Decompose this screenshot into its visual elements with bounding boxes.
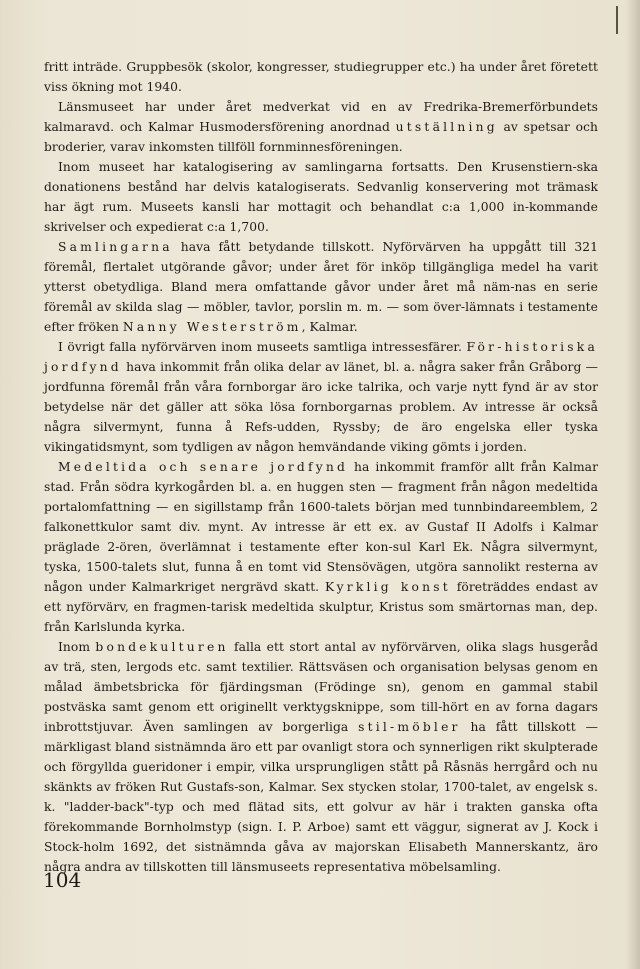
- paragraph-7: [44, 637, 598, 877]
- spaced-emphasis: För-historiska jordfynd: [44, 340, 598, 374]
- text-segment: ha inkommit framför allt från Kalmar stad. Från södra kyrkogården bl. a. en huggen sten — fragment från någon medeltida portalomfattning — en sigillstamp från 1600-talets början med tunnbindareemblem, 2 falkonettkulor samt div. mynt. Av intresse är ett ex. av Gustaf II Adolfs i Kalmar präglade 2-ören, överlämnat i testamente efter kon-sul Karl Ek. Några silvermynt, tyska, 1500-talets slut, funna å en tomt vid Stensövägen, utgöra sannolikt resterna av någon under Kalmarkriget nergrävd skatt.: [44, 460, 598, 594]
- body-text: [44, 57, 598, 877]
- paragraph-1: [44, 57, 598, 97]
- text-segment: Inom museet har katalogisering av samlingarna fortsatts. Den Krusenstiern-ska donationens bestånd har delvis katalogiserats. Sedvanlig konservering mot trämask har ägt rum. Museets kansli har mottagit och behandlat c:a 1,000 in-kommande skrivelser och expedierat c:a 1,700.: [44, 160, 598, 234]
- text-segment: hava inkommit från olika delar av länet, bl. a. några saker från Gråborg — jordfunna föremål från våra fornborgar äro icke talrika, och varje nytt fynd är av stor betydelse när det gäller att söka lösa fornborgarnas problem. Av intresse är också några silvermynt, funna å Refs-udden, Ryssby; de äro engelska eller tyska vikingatidsmynt, som tydligen av någon hemvändande viking gömts i jorden.: [44, 360, 598, 454]
- text-segment: , Kalmar.: [301, 320, 358, 334]
- paragraph-2: [44, 97, 598, 157]
- text-segment: falla ett stort antal av nyförvärven, olika slags husgeråd av trä, sten, lergods etc. samt textilier. Rättsväsen och organisation belysas genom en målad ämbetsbricka för fjärdingsman (Frödinge sn), genom en gammal stabil postväska samt genom ett originellt verktygsknippe, som till-hört en av forna dagars inbrottstjuvar. Även samlingen av borgerliga: [44, 640, 598, 734]
- spaced-emphasis: Samlingarna: [58, 240, 173, 254]
- paragraph-5: [44, 337, 598, 457]
- spaced-emphasis: utställning: [395, 120, 498, 134]
- spaced-emphasis: Kyrklig konst: [325, 580, 451, 594]
- text-segment: av spetsar och broderier, varav inkomsten tillföll fornminnesföreningen.: [44, 120, 599, 154]
- spaced-emphasis: Nanny Westerström: [122, 320, 302, 334]
- page-edge-mark: [616, 6, 618, 34]
- paragraph-6: [44, 457, 598, 637]
- page-edge-shadow: [626, 0, 640, 969]
- text-segment: fritt inträde. Gruppbesök (skolor, kongresser, studiegrupper etc.) ha under året företett viss ökning mot 1940.: [44, 60, 598, 94]
- paragraph-3: [44, 157, 598, 237]
- text-segment: I övrigt falla nyförvärven inom museets samtliga intressesfärer.: [58, 340, 467, 354]
- paragraph-4: [44, 237, 598, 337]
- spaced-emphasis: Medeltida och senare jordfynd: [58, 460, 349, 474]
- text-segment: hava fått betydande tillskott. Nyförvärven ha uppgått till 321 föremål, flertalet utgörande gåvor; under året för inköp tillgängliga medel ha varit ytterst obetydliga. Bland mera omfattande gåvor under året må näm-nas en serie föremål av skilda slag — möbler, tavlor, porslin m. m. — som över-lämnats i testamente efter fröken: [44, 240, 598, 334]
- text-segment: företräddes endast av ett nyförvärv, en fragmen-tarisk medeltida skulptur, Kristus som smärtornas man, dep. från Karlslunda kyrka.: [44, 580, 598, 634]
- text-segment: Inom: [58, 640, 96, 654]
- page-number: 104: [43, 868, 82, 892]
- text-segment: Länsmuseet har under året medverkat vid en av Fredrika-Bremerförbundets kalmaravd. och Kalmar Husmodersförening anordnad: [44, 100, 598, 134]
- spaced-emphasis: stil-möbler: [358, 720, 461, 734]
- spaced-emphasis: bondekulturen: [95, 640, 229, 654]
- text-segment: ha fått tillskott — märkligast bland sistnämnda äro ett par ovanligt stora och synnerligen rikt skulpterade och förgyllda gueridoner i empir, vilka ursprungligen stått på Råsnäs herrgård och nu skänkts av fröken Rut Gustafs-son, Kalmar. Sex stycken stolar, 1700-talet, av engelsk s. k. "ladder-back"-typ och med flätad sits, ett golvur av här i trakten ganska ofta förekommande Bornholmstyp (sign. I. P. Arboe) samt ett väggur, signerat av J. Kock i Stock-holm 1692, det sistnämnda gåva av majorskan Elisabeth Mannerskantz, äro några andra av tillskotten till länsmuseets representativa möbelsamling.: [44, 720, 598, 874]
